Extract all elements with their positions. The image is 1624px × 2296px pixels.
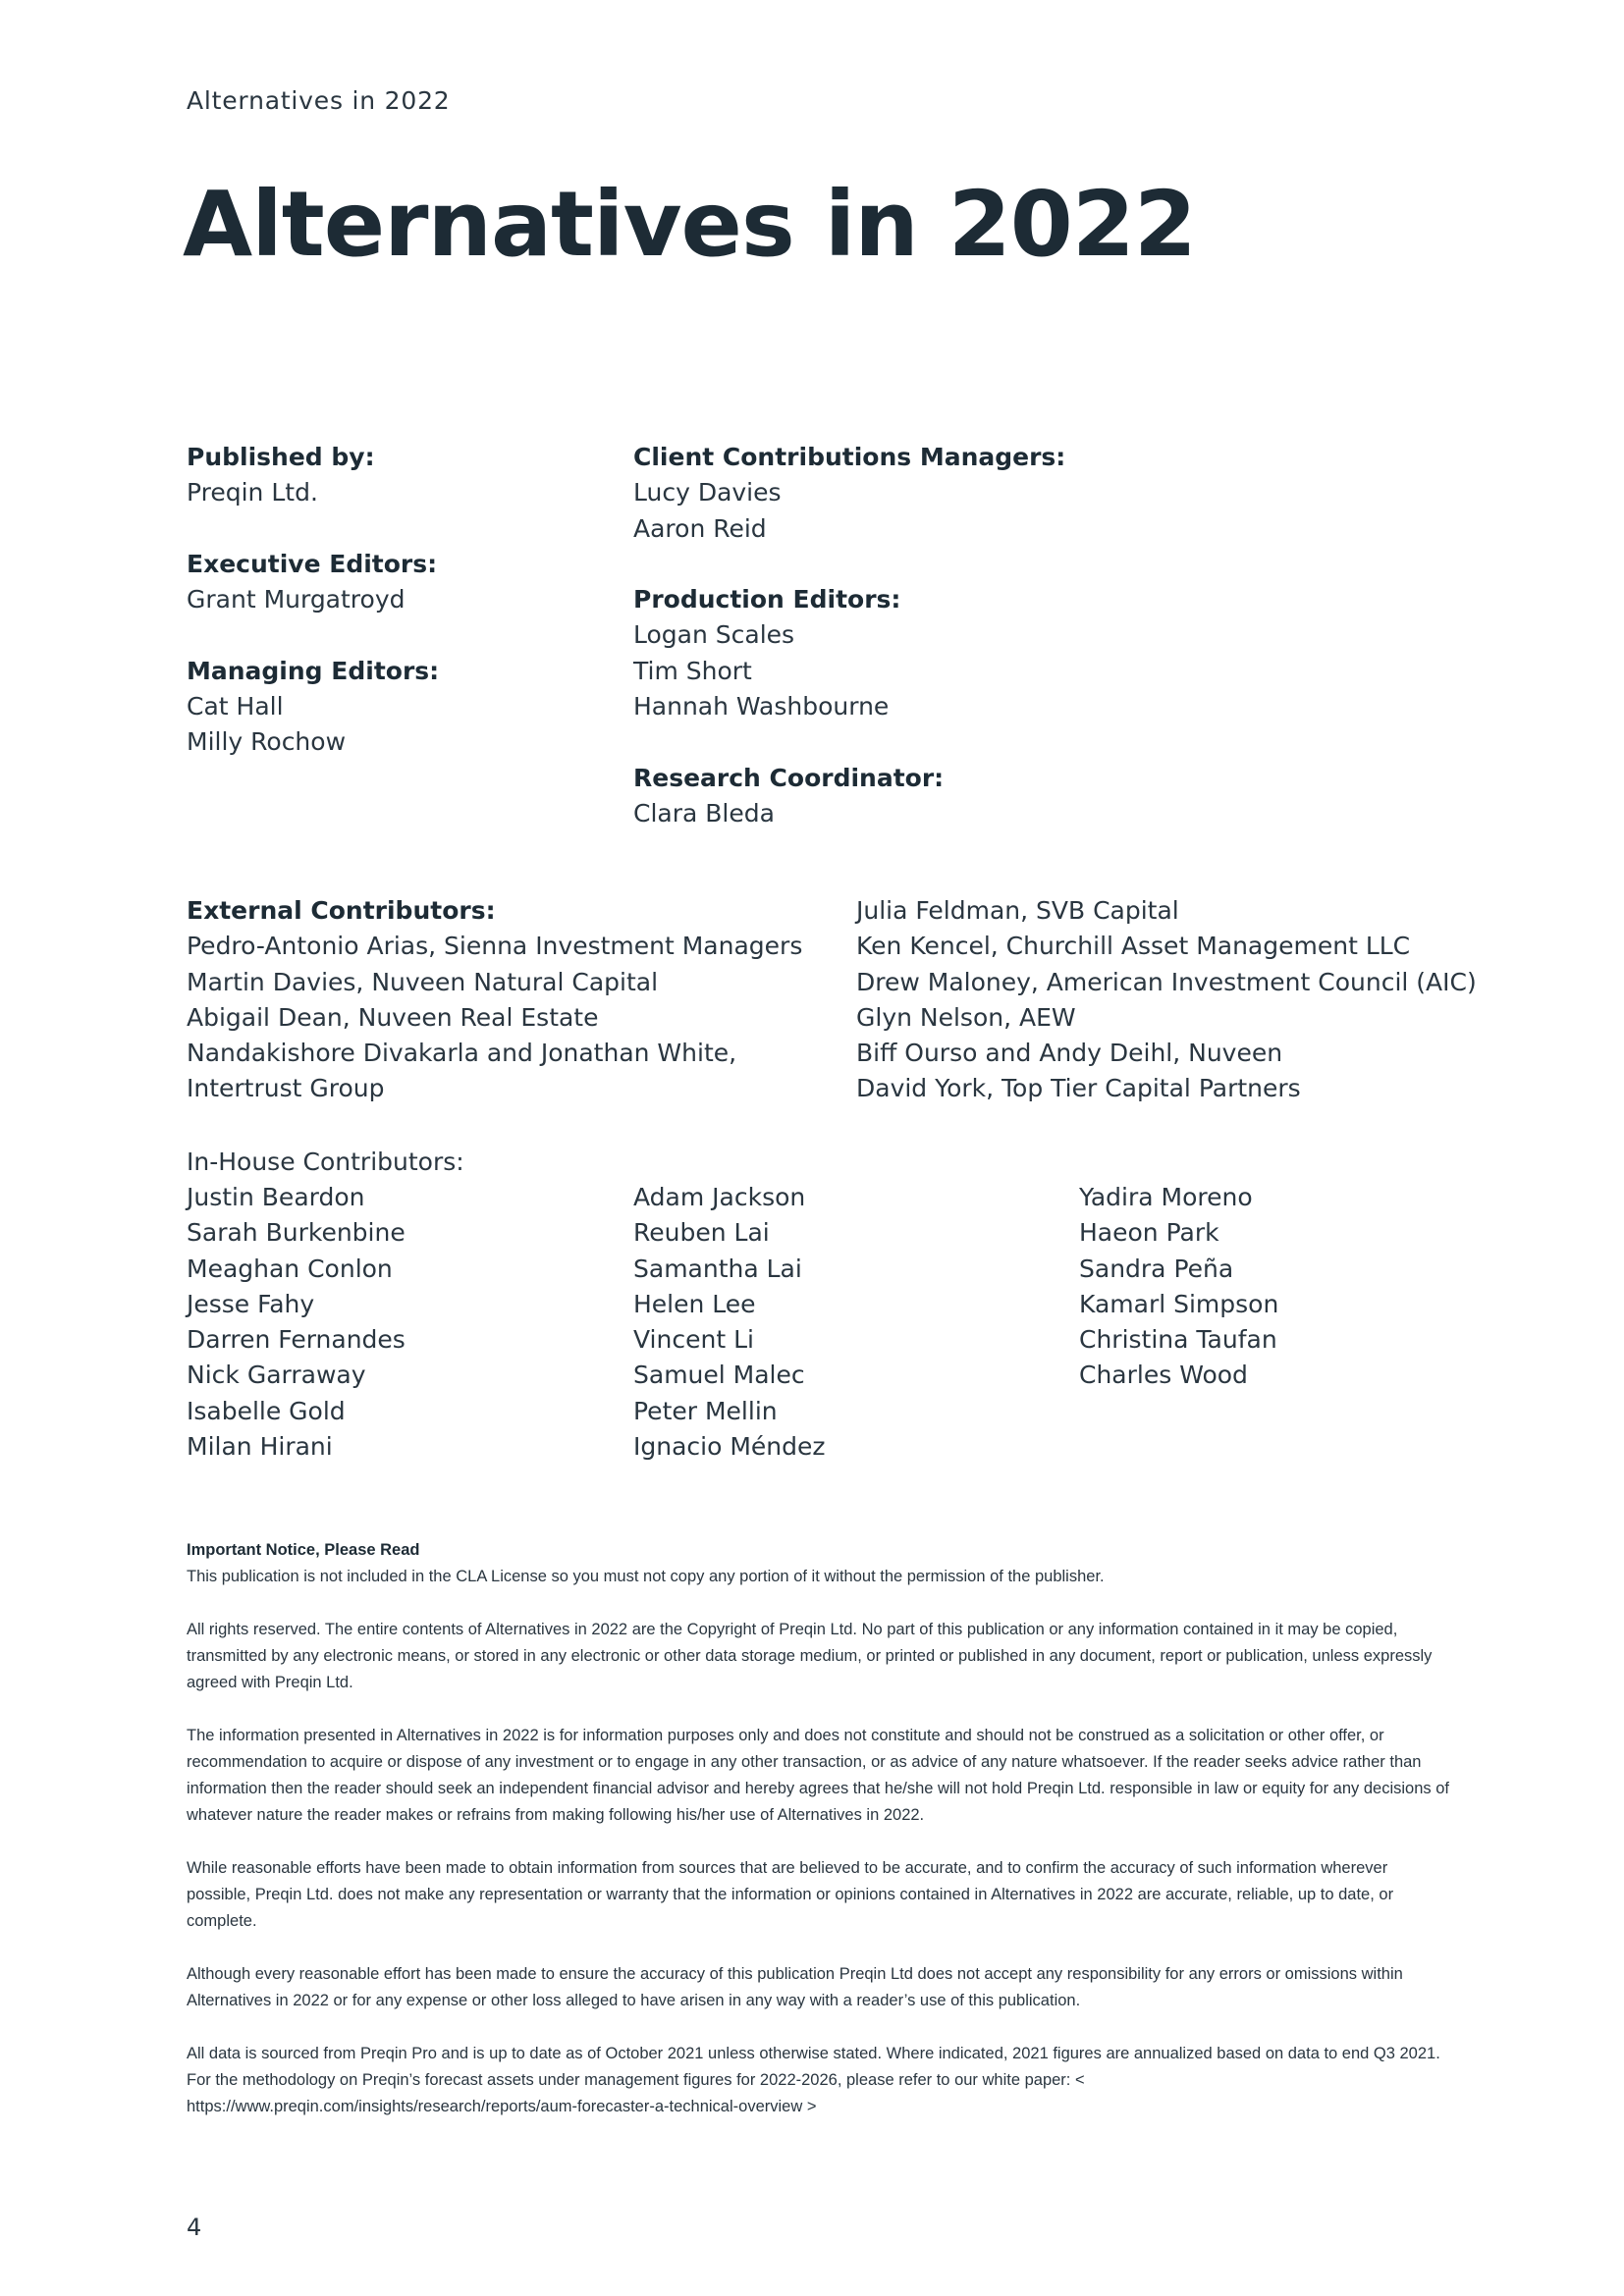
inhouse-contributors-label: In-House Contributors: xyxy=(187,1148,464,1176)
inhouse-contributor: Jesse Fahy xyxy=(187,1289,315,1318)
credits-left-column xyxy=(187,440,599,761)
external-contributors-label: External Contributors: xyxy=(187,896,496,925)
notice-title: Important Notice, Please Read xyxy=(187,1541,420,1559)
inhouse-contributor: Yadira Moreno xyxy=(1079,1183,1253,1211)
notice-paragraph: The information presented in Alternatives in 2022 is for information purposes only and does not constitute and should not be construed as a solicitation or other offer, or recommendation to acquire or dispose of any investment or to engage in any other transaction, or as advice of any nature whatsoever. If the reader seeks advice rather than information then the reader should seek an independent financial advisor and hereby agrees that he/she will not hold Preqin Ltd. responsible in law or equity for any decisions of whatever nature the reader makes or refrains from making following his/her use of Alternatives in 2022. xyxy=(187,1727,1449,1824)
notice-paragraph: All rights reserved. The entire contents of Alternatives in 2022 are the Copyright of Preqin Ltd. No part of this publication or any information contained in it may be copied, transmitted by any electronic means, or stored in any electronic or other data storage medium, or printed or published in any document, report or publication, unless expressly agreed with Preqin Ltd. xyxy=(187,1621,1433,1691)
external-contributor: Drew Maloney, American Investment Council (AIC) xyxy=(856,967,1477,996)
credits-right-column xyxy=(633,440,1183,831)
external-contributor: Pedro-Antonio Arias, Sienna Investment Managers xyxy=(187,932,803,961)
important-notice xyxy=(187,1537,1453,2147)
research-coordinator-label: Research Coordinator: xyxy=(633,763,945,792)
production-editor-name: Logan Scales xyxy=(633,620,795,650)
inhouse-contributors-column-2 xyxy=(633,1180,1046,1465)
inhouse-contributor: Justin Beardon xyxy=(187,1183,365,1211)
production-editor-name: Hannah Washbourne xyxy=(633,692,890,721)
publisher-name: Preqin Ltd. xyxy=(187,478,318,507)
inhouse-contributor: Isabelle Gold xyxy=(187,1396,346,1425)
external-contributor: Nandakishore Divakarla and Jonathan White, xyxy=(187,1039,737,1068)
external-contributor: Biff Ourso and Andy Deihl, Nuveen xyxy=(856,1039,1283,1068)
notice-paragraph: Although every reasonable effort has been made to ensure the accuracy of this publication Preqin Ltd does not accept any responsibility for any errors or omissions within Alternatives in 2022 or for any expense or other loss alleged to have arisen in any way with a reader’s use of this publication. xyxy=(187,1965,1403,2009)
external-contributor: David York, Top Tier Capital Partners xyxy=(856,1074,1301,1103)
inhouse-contributors-column-3 xyxy=(1079,1180,1491,1394)
external-contributors-right xyxy=(856,893,1543,1107)
inhouse-contributor: Ignacio Méndez xyxy=(633,1432,826,1462)
inhouse-contributor: Vincent Li xyxy=(633,1325,754,1355)
page-title: Alternatives in 2022 xyxy=(183,172,1196,277)
inhouse-contributor: Christina Taufan xyxy=(1079,1325,1277,1355)
inhouse-contributors-column-1 xyxy=(187,1180,599,1465)
inhouse-contributor: Charles Wood xyxy=(1079,1361,1248,1390)
managing-editors-label: Managing Editors: xyxy=(187,656,440,685)
inhouse-contributor: Kamarl Simpson xyxy=(1079,1289,1279,1318)
notice-paragraph: This publication is not included in the CLA License so you must not copy any portion of it without the permission of the publisher. xyxy=(187,1568,1105,1585)
research-coordinator-name: Clara Bleda xyxy=(633,798,775,828)
inhouse-contributor: Meaghan Conlon xyxy=(187,1254,393,1283)
page-number: 4 xyxy=(187,2214,202,2241)
inhouse-contributor: Sarah Burkenbine xyxy=(187,1218,406,1248)
client-contributions-manager-name: Lucy Davies xyxy=(633,478,782,507)
external-contributor: Abigail Dean, Nuveen Real Estate xyxy=(187,1002,599,1032)
inhouse-contributor: Samuel Malec xyxy=(633,1361,805,1390)
inhouse-contributor: Nick Garraway xyxy=(187,1361,366,1390)
external-contributor: Julia Feldman, SVB Capital xyxy=(856,896,1179,925)
inhouse-contributor: Sandra Peña xyxy=(1079,1254,1234,1283)
notice-paragraph: While reasonable efforts have been made to obtain information from sources that are believed to be accurate, and to confirm the accuracy of such information wherever possible, Preqin Ltd. does not make any representation or warranty that the information or opinions contained in Alternatives in 2022 are accurate, reliable, up to date, or complete. xyxy=(187,1859,1394,1930)
external-contributor: Intertrust Group xyxy=(187,1074,385,1103)
client-contributions-managers-label: Client Contributions Managers: xyxy=(633,443,1066,471)
executive-editors-label: Executive Editors: xyxy=(187,549,438,578)
published-by-label: Published by: xyxy=(187,443,375,471)
production-editors-label: Production Editors: xyxy=(633,585,901,614)
running-header: Alternatives in 2022 xyxy=(187,86,451,115)
external-contributor: Glyn Nelson, AEW xyxy=(856,1002,1076,1032)
external-contributors-left xyxy=(187,893,815,1107)
inhouse-contributor: Haeon Park xyxy=(1079,1218,1219,1248)
inhouse-contributor: Milan Hirani xyxy=(187,1432,333,1462)
executive-editor-name: Grant Murgatroyd xyxy=(187,585,406,614)
external-contributor: Ken Kencel, Churchill Asset Management LLC xyxy=(856,932,1411,961)
inhouse-contributor: Helen Lee xyxy=(633,1289,756,1318)
inhouse-contributor: Samantha Lai xyxy=(633,1254,802,1283)
inhouse-contributor: Reuben Lai xyxy=(633,1218,770,1248)
external-contributor: Martin Davies, Nuveen Natural Capital xyxy=(187,967,659,996)
notice-paragraph: All data is sourced from Preqin Pro and is up to date as of October 2021 unless otherwise stated. Where indicated, 2021 figures are annualized based on data to end Q3 2021. For the methodology on Preqin’s forecast assets under management figures for 2022-2026, please refer to our white paper: < https://www.preqin.com/insights/research/reports/aum-forecaster-a-technical-overview > xyxy=(187,2045,1440,2115)
inhouse-contributor: Darren Fernandes xyxy=(187,1325,406,1355)
inhouse-contributor: Adam Jackson xyxy=(633,1183,806,1211)
client-contributions-manager-name: Aaron Reid xyxy=(633,513,767,543)
production-editor-name: Tim Short xyxy=(633,656,752,685)
managing-editor-name: Milly Rochow xyxy=(187,727,347,757)
managing-editor-name: Cat Hall xyxy=(187,692,284,721)
inhouse-contributor: Peter Mellin xyxy=(633,1396,778,1425)
